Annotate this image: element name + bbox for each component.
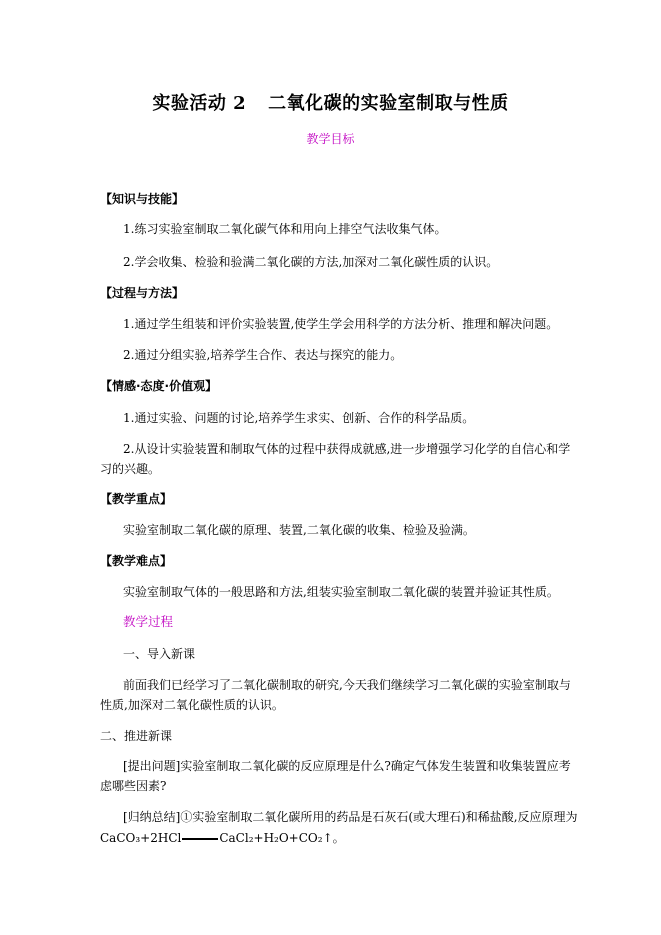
equation-arrow xyxy=(182,838,218,840)
title-activity: 实验活动 2 xyxy=(152,93,247,114)
part-two-heading: 二、推进新课 xyxy=(100,729,173,743)
difficulty-text: 实验室制取气体的一般思路和方法,组装实验室制取二氧化碳的装置并验证其性质。 xyxy=(123,585,559,599)
teaching-goals-title: 教学目标 xyxy=(306,132,355,146)
keypoint-text: 实验室制取二氧化碳的原理、装置,二氧化碳的收集、检验及验满。 xyxy=(123,523,475,537)
title-topic: 二氧化碳的实验室制取与性质 xyxy=(268,93,509,114)
process-item-1: 1.通过学生组装和评价实验装置,使学生学会用科学的方法分析、推理和解决问题。 xyxy=(123,317,559,331)
part-one-heading: 一、导入新课 xyxy=(123,647,196,661)
emotion-item-2: 2.从设计实验装置和制取气体的过程中获得成就感,进一步增强学习化学的自信心和学 xyxy=(123,442,571,456)
emotion-item-2-cont: 习的兴趣。 xyxy=(100,462,161,476)
difficulty-heading: 【教学难点】 xyxy=(100,554,173,568)
knowledge-item-1: 1.练习实验室制取二氧化碳气体和用向上排空气法收集气体。 xyxy=(123,222,447,236)
part-one-line-1: 前面我们已经学习了二氧化碳制取的研究,今天我们继续学习二氧化碳的实验室制取与 xyxy=(123,678,571,692)
reaction-equation xyxy=(100,830,345,846)
process-heading: 【过程与方法】 xyxy=(100,286,185,300)
question-line-1: [提出问题]实验室制取二氧化碳的反应原理是什么?确定气体发生装置和收集装置应考 xyxy=(123,759,571,773)
knowledge-item-2: 2.学会收集、检验和验满二氧化碳的方法,加深对二氧化碳性质的认识。 xyxy=(123,255,499,269)
question-line-2: 虑哪些因素? xyxy=(100,779,167,793)
keypoint-heading: 【教学重点】 xyxy=(100,492,173,506)
part-one-line-2: 性质,加深对二氧化碳性质的认识。 xyxy=(100,698,284,712)
equation-products: CaCl₂+H₂O+CO₂↑。 xyxy=(219,831,345,845)
summary-line: [归纳总结]①实验室制取二氧化碳所用的药品是石灰石(或大理石)和稀盐酸,反应原理为 xyxy=(123,810,578,824)
emotion-item-1: 1.通过实验、问题的讨论,培养学生求实、创新、合作的科学品质。 xyxy=(123,411,475,425)
emotion-heading: 【情感·态度·价值观】 xyxy=(100,379,218,393)
process-title: 教学过程 xyxy=(123,614,174,629)
equation-reactants: CaCO₃+2HCl xyxy=(100,831,182,845)
knowledge-heading: 【知识与技能】 xyxy=(100,192,185,206)
page-title xyxy=(0,89,661,115)
process-item-2: 2.通过分组实验,培养学生合作、表达与探究的能力。 xyxy=(123,348,403,362)
